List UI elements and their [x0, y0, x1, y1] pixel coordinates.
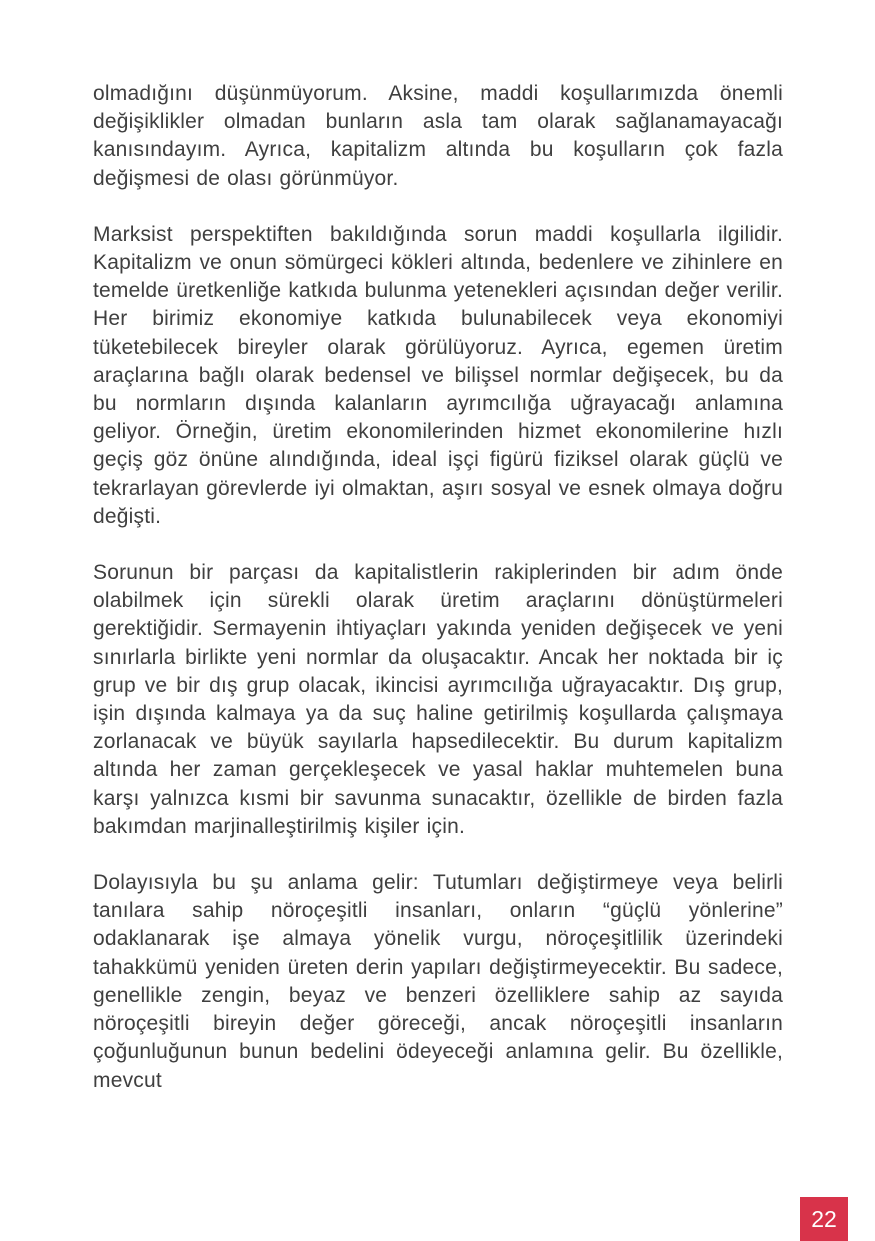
- page-number: 22: [811, 1205, 837, 1232]
- paragraph: Sorunun bir parçası da kapitalistlerin rakiplerinden bir adım önde olabilmek için sürekli olarak üretim araçlarını dönüştürmeleri gerektiğidir. Sermayenin ihtiyaçları yakında yeniden değişecek ve yeni sınırlarla birlikte yeni normlar da oluşacaktır. Ancak her noktada bir iç grup ve bir dış grup olacak, ikincisi ayrımcılığa uğrayacaktır. Dış grup, işin dışında kalmaya ya da suç haline getirilmiş koşullarda çalışmaya zorlanacak ve büyük sayılarla hapsedilecektir. Bu durum kapitalizm altında her zaman gerçekleşecek ve yasal haklar muhtemelen buna karşı yalnızca kısmi bir savunma sunacaktır, özellikle de birden fazla bakımdan marjinalleştirilmiş kişiler için.: [93, 561, 783, 838]
- paragraph: Marksist perspektiften bakıldığında sorun maddi koşullarla ilgilidir. Kapitalizm ve onun sömürgeci kökleri altında, bedenlere ve zihinlere en temelde üretkenliğe katkıda bulunma yetenekleri açısından değer verilir. Her birimiz ekonomiye katkıda bulunabilecek veya ekonomiyi tüketebilecek bireyler olarak görülüyoruz. Ayrıca, egemen üretim araçlarına bağlı olarak bedensel ve bilişsel normlar değişecek, bu da bu normların dışında kalanların ayrımcılığa uğrayacağı anlamına geliyor. Örneğin, üretim ekonomilerinden hizmet ekonomilerine hızlı geçiş göz önüne alındığında, ideal işçi figürü fiziksel olarak güçlü ve tekrarlayan görevlerde iyi olmaktan, aşırı sosyal ve esnek olmaya doğru değişti.: [93, 222, 783, 528]
- paragraph: olmadığını düşünmüyorum. Aksine, maddi koşullarımızda önemli değişiklikler olmadan bunların asla tam olarak sağlanamayacağı kanısındayım. Ayrıca, kapitalizm altında bu koşulların çok fazla değişmesi de olası görünmüyor.: [93, 82, 783, 190]
- paragraph: Dolayısıyla bu şu anlama gelir: Tutumları değiştirmeye veya belirli tanılara sahip nöroçeşitli insanları, onların “güçlü yönlerine” odaklanarak işe almaya yönelik vurgu, nöroçeşitlilik üzerindeki tahakkümü yeniden üreten derin yapıları değiştirmeyecektir. Bu sadece, genellikle zengin, beyaz ve benzeri özelliklere sahip az sayıda nöroçeşitli bireyin değer göreceği, ancak nöroçeşitli insanların çoğunluğunun bunun bedelini ödeyeceği anlamına gelir. Bu özellikle, mevcut: [93, 871, 783, 1092]
- page-number-badge: [800, 1197, 848, 1241]
- page-body-text: [93, 80, 783, 1095]
